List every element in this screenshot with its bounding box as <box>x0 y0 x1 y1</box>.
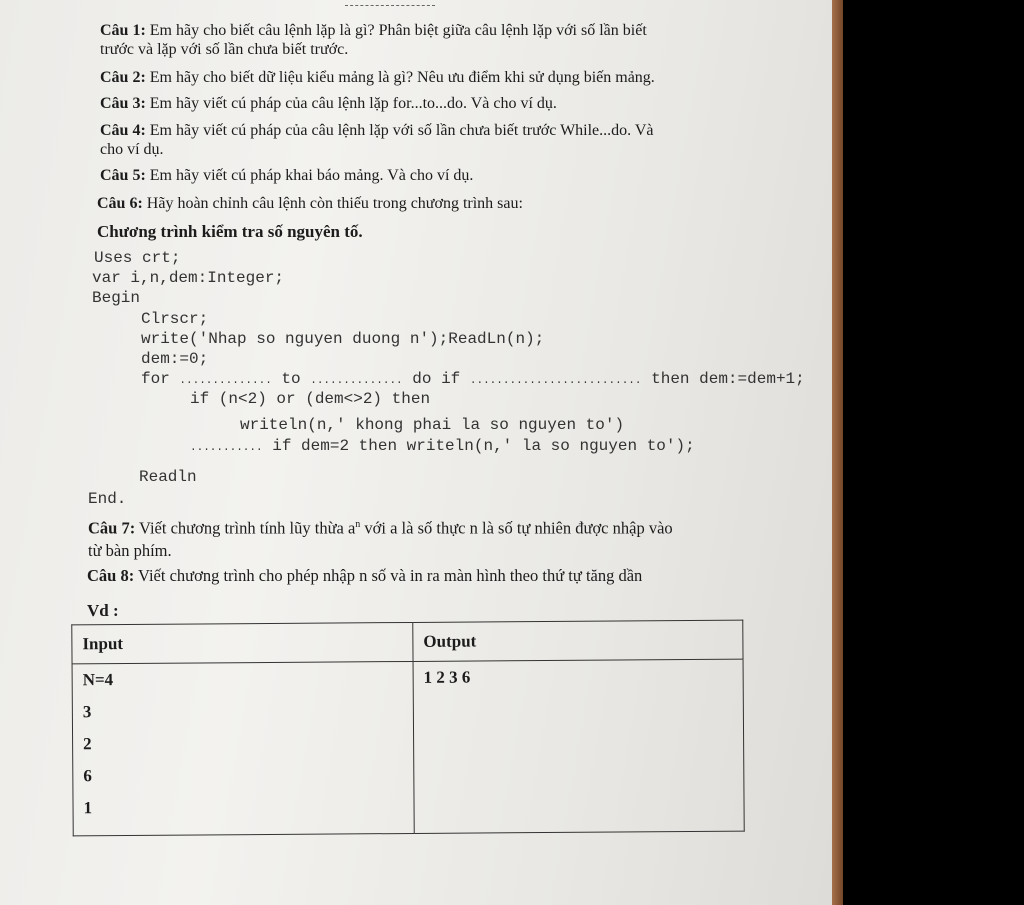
code-line-end: End. <box>88 490 127 508</box>
question-2: Câu 2: Em hãy cho biết dữ liệu kiểu mảng là gì? Nêu ưu điểm khi sử dụng biến mảng. <box>100 69 655 86</box>
code-line-begin: Begin <box>92 289 141 307</box>
output-line: 1 2 3 6 <box>423 667 471 687</box>
blank-3: .......................... <box>469 375 642 387</box>
question-7: Câu 7: Viết chương trình tính lũy thừa $a^n$ với a là số thực n là số tự nhiên được nhập vào từ bàn phím. <box>88 518 673 560</box>
code-line-clrscr: Clrscr; <box>141 310 209 328</box>
table-row <box>72 659 744 836</box>
code-line-if: if (n<2) or (dem<>2) then <box>190 390 431 408</box>
program-title: Chương trình kiểm tra số nguyên tố. <box>97 222 363 241</box>
question-5: Câu 5: Em hãy viết cú pháp khai báo mảng. Và cho ví dụ. <box>100 167 474 184</box>
question-8: Câu 8: Viết chương trình cho phép nhập n số và in ra màn hình theo thứ tự tăng dần <box>87 566 643 585</box>
table-header-row <box>72 620 743 664</box>
code-line-writeln-prime: ........... if dem=2 then writeln(n,' la so nguyen to'); <box>190 437 695 455</box>
desk-edge <box>830 0 844 905</box>
question-6: Câu 6: Hãy hoàn chỉnh câu lệnh còn thiếu trong chương trình sau: <box>97 195 523 212</box>
io-example-table <box>71 620 744 837</box>
question-4: Câu 4: Em hãy viết cú pháp của câu lệnh lặp với số lần chưa biết trước While...do. Và cho ví dụ. <box>100 122 654 158</box>
blank-2: .............. <box>310 375 403 387</box>
code-line-dem-init: dem:=0; <box>141 350 209 368</box>
black-margin <box>843 0 1024 905</box>
question-1: Câu 1: Em hãy cho biết câu lệnh lặp là gì? Phân biệt giữa câu lệnh lặp với số lần biết trước và lặp với số lần chưa biết trước. <box>100 22 647 58</box>
output-cell <box>413 659 744 833</box>
blank-1: .............. <box>179 375 272 387</box>
input-cell <box>72 661 414 835</box>
top-divider <box>345 5 435 6</box>
code-line-readln: Readln <box>139 468 197 486</box>
header-output: Output <box>413 620 743 661</box>
blank-4: ........... <box>190 442 263 454</box>
code-line-writeln-not-prime: writeln(n,' khong phai la so nguyen to') <box>240 416 625 434</box>
input-line: N=4 <box>82 670 114 690</box>
example-label: Vd : <box>87 601 119 620</box>
header-input: Input <box>72 622 413 663</box>
code-line-var: var i,n,dem:Integer; <box>92 269 285 287</box>
question-3: Câu 3: Em hãy viết cú pháp của câu lệnh lặp for...to...do. Và cho ví dụ. <box>100 95 557 112</box>
code-line-for: for .............. to .............. do if .......................... then dem:=dem+1; <box>141 370 805 388</box>
input-line: 2 <box>83 734 92 754</box>
code-line-write: write('Nhap so nguyen duong n');ReadLn(n); <box>141 330 545 348</box>
code-line-uses: Uses crt; <box>94 249 181 267</box>
input-line: 1 <box>83 798 93 818</box>
input-line: 3 <box>82 702 92 722</box>
input-line: 6 <box>83 766 92 786</box>
